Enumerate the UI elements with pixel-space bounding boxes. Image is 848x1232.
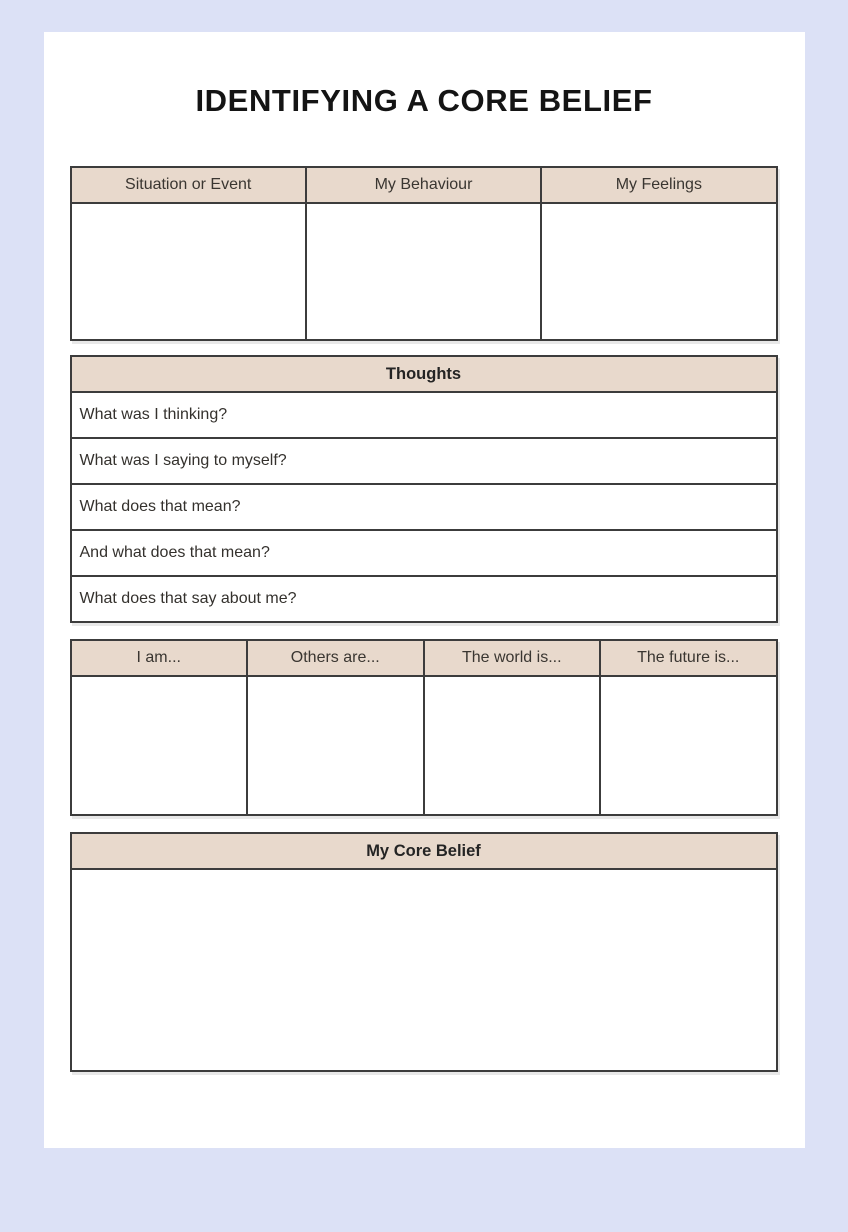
i-am-input-cell[interactable]	[71, 676, 248, 815]
thoughts-question-thinking[interactable]: What was I thinking?	[71, 392, 777, 438]
thoughts-table	[70, 355, 778, 623]
behaviour-header: My Behaviour	[306, 167, 541, 203]
situation-header-row	[71, 167, 777, 203]
i-am-header: I am...	[71, 640, 248, 676]
core-belief-input-cell[interactable]	[71, 869, 777, 1071]
thoughts-question-about-me[interactable]: What does that say about me?	[71, 576, 777, 622]
situation-input-cell[interactable]	[71, 203, 306, 340]
thoughts-header: Thoughts	[71, 356, 777, 392]
others-are-header: Others are...	[247, 640, 424, 676]
feelings-header: My Feelings	[541, 167, 776, 203]
thoughts-row	[71, 392, 777, 438]
thoughts-row	[71, 530, 777, 576]
core-belief-header-row	[71, 833, 777, 869]
others-are-input-cell[interactable]	[247, 676, 424, 815]
thoughts-row	[71, 576, 777, 622]
thoughts-row	[71, 438, 777, 484]
thoughts-question-mean-more[interactable]: And what does that mean?	[71, 530, 777, 576]
beliefs-table	[70, 639, 778, 816]
page-title: IDENTIFYING A CORE BELIEF	[195, 83, 653, 118]
world-is-input-cell[interactable]	[424, 676, 601, 815]
thoughts-question-mean[interactable]: What does that mean?	[71, 484, 777, 530]
behaviour-input-cell[interactable]	[306, 203, 541, 340]
thoughts-row	[71, 484, 777, 530]
thoughts-question-saying[interactable]: What was I saying to myself?	[71, 438, 777, 484]
core-belief-input-row	[71, 869, 777, 1071]
core-belief-header: My Core Belief	[71, 833, 777, 869]
beliefs-input-row	[71, 676, 777, 815]
situation-header: Situation or Event	[71, 167, 306, 203]
situation-table	[70, 166, 778, 341]
worksheet-page	[44, 32, 805, 1148]
feelings-input-cell[interactable]	[541, 203, 776, 340]
core-belief-table	[70, 832, 778, 1072]
future-is-header: The future is...	[600, 640, 777, 676]
world-is-header: The world is...	[424, 640, 601, 676]
beliefs-header-row	[71, 640, 777, 676]
future-is-input-cell[interactable]	[600, 676, 777, 815]
worksheet-content	[44, 32, 805, 1072]
thoughts-header-row	[71, 356, 777, 392]
situation-input-row	[71, 203, 777, 340]
